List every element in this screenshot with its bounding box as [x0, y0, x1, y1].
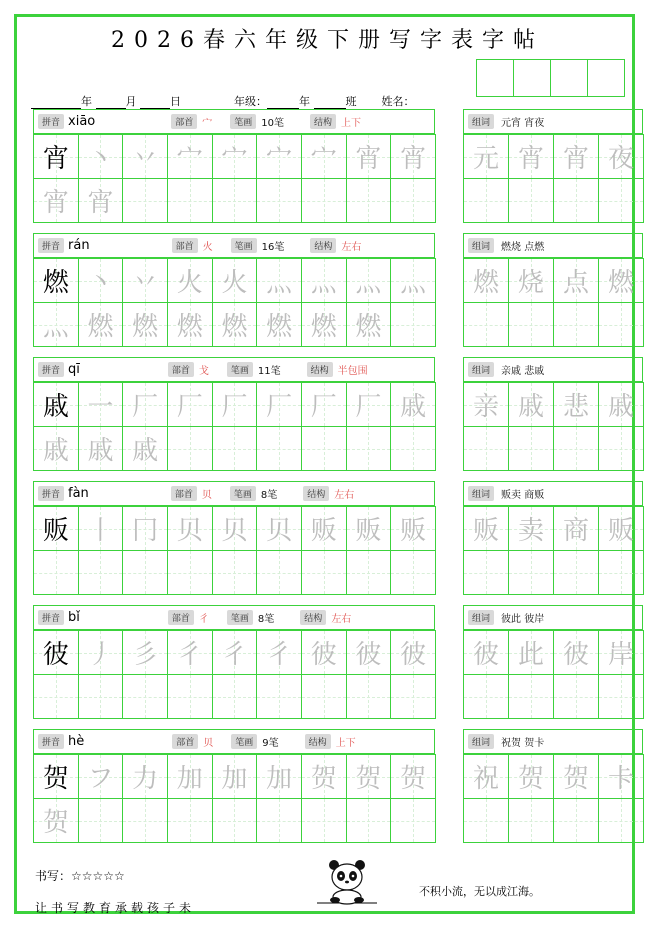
- stroke-cell[interactable]: 厂: [123, 383, 168, 427]
- practice-cell[interactable]: [257, 551, 302, 595]
- word-cell[interactable]: [554, 179, 599, 223]
- practice-cell[interactable]: [79, 675, 124, 719]
- practice-cell[interactable]: [123, 799, 168, 843]
- practice-cell[interactable]: [79, 551, 124, 595]
- name-label: 姓名：: [381, 95, 415, 108]
- stroke-cell[interactable]: 丶: [79, 259, 124, 303]
- model-character: 贩: [34, 507, 79, 551]
- word-cell[interactable]: [554, 799, 599, 843]
- practice-cell[interactable]: [79, 799, 124, 843]
- practice-cell[interactable]: 燃: [257, 303, 302, 347]
- stroke-cell[interactable]: 彳: [168, 631, 213, 675]
- practice-cell[interactable]: [34, 551, 79, 595]
- practice-grid: [33, 258, 436, 347]
- word-cell[interactable]: 点: [554, 259, 599, 303]
- stroke-cell[interactable]: 丷: [123, 135, 168, 179]
- words-head: [463, 605, 643, 630]
- day-blank[interactable]: [140, 97, 170, 109]
- word-cell[interactable]: [464, 179, 509, 223]
- practice-cell[interactable]: 戚: [34, 427, 79, 471]
- structure: 左右: [331, 614, 352, 625]
- stroke-cell[interactable]: 彡: [123, 631, 168, 675]
- radical-label: 部首: [168, 610, 194, 625]
- class-blank[interactable]: [314, 97, 346, 109]
- practice-cell[interactable]: 燃: [347, 303, 392, 347]
- word-cell[interactable]: [599, 179, 644, 223]
- practice-cell[interactable]: [34, 675, 79, 719]
- stroke-cell[interactable]: 灬: [302, 259, 347, 303]
- radical-label: 部首: [171, 114, 197, 129]
- radical-label: 部首: [172, 238, 198, 253]
- stroke-cell[interactable]: 加: [168, 755, 213, 799]
- stroke-cell[interactable]: 丿: [79, 631, 124, 675]
- practice-cell[interactable]: [302, 675, 347, 719]
- stroke-cell[interactable]: 彳: [257, 631, 302, 675]
- practice-cell[interactable]: [302, 179, 347, 223]
- grade-blank[interactable]: [267, 97, 299, 109]
- pinyin-label: 拼音: [38, 114, 64, 129]
- class-label: 班: [345, 95, 357, 108]
- word-cell[interactable]: 元: [464, 135, 509, 179]
- practice-cell[interactable]: [302, 427, 347, 471]
- words-grid: [463, 382, 644, 471]
- practice-cell[interactable]: 灬: [34, 303, 79, 347]
- word-cell[interactable]: 宵: [509, 135, 554, 179]
- words-label: 组词: [468, 734, 494, 749]
- stroke-cell[interactable]: 灬: [391, 259, 436, 303]
- strokes-label: 笔画: [227, 362, 253, 377]
- radical-label: 部首: [171, 486, 197, 501]
- rating: 书写：☆☆☆☆☆: [35, 869, 125, 883]
- practice-grid: [33, 630, 436, 719]
- structure-label: 结构: [300, 610, 326, 625]
- word-cell[interactable]: 彼: [554, 631, 599, 675]
- meta-row: [33, 233, 435, 258]
- practice-cell[interactable]: 燃: [302, 303, 347, 347]
- practice-cell[interactable]: 戚: [123, 427, 168, 471]
- word-cell[interactable]: [464, 675, 509, 719]
- word-cell[interactable]: 卡: [599, 755, 644, 799]
- word-cell[interactable]: [599, 427, 644, 471]
- stroke-cell[interactable]: 宀: [168, 135, 213, 179]
- radical: 戈: [198, 366, 209, 377]
- strokes: 11笔: [257, 366, 281, 377]
- year-blank[interactable]: [31, 97, 81, 109]
- pinyin: bǐ: [68, 610, 80, 625]
- page-title: 2026春六年级下册写字表字帖: [111, 28, 544, 53]
- words-label: 组词: [468, 486, 494, 501]
- stroke-cell[interactable]: 贺: [302, 755, 347, 799]
- practice-cell[interactable]: [213, 799, 258, 843]
- practice-grid: [33, 754, 436, 843]
- stroke-cell[interactable]: 贺: [347, 755, 392, 799]
- words-label: 组词: [468, 238, 494, 253]
- stroke-cell[interactable]: フ: [79, 755, 124, 799]
- practice-cell[interactable]: 燃: [123, 303, 168, 347]
- name-box[interactable]: [550, 59, 588, 97]
- stroke-cell[interactable]: 厂: [168, 383, 213, 427]
- stroke-cell[interactable]: 丶: [79, 135, 124, 179]
- words: 元宵 宵夜: [501, 118, 545, 129]
- month-blank[interactable]: [96, 97, 126, 109]
- practice-cell[interactable]: [257, 179, 302, 223]
- practice-cell[interactable]: [257, 799, 302, 843]
- word-cell[interactable]: 亲: [464, 383, 509, 427]
- word-cell[interactable]: 岸: [599, 631, 644, 675]
- model-character: 宵: [34, 135, 79, 179]
- strokes-label: 笔画: [231, 734, 257, 749]
- stroke-cell[interactable]: 加: [257, 755, 302, 799]
- practice-cell[interactable]: [347, 675, 392, 719]
- pinyin-label: 拼音: [38, 734, 64, 749]
- stroke-cell[interactable]: 灬: [257, 259, 302, 303]
- meta-row: [33, 481, 435, 506]
- word-cell[interactable]: 祝: [464, 755, 509, 799]
- practice-cell[interactable]: [347, 427, 392, 471]
- word-cell[interactable]: [554, 551, 599, 595]
- structure-label: 结构: [305, 734, 331, 749]
- stroke-cell[interactable]: 彼: [391, 631, 436, 675]
- radical: 宀: [202, 118, 213, 129]
- word-cell[interactable]: 悲: [554, 383, 599, 427]
- practice-cell[interactable]: [168, 179, 213, 223]
- meta-row: [33, 729, 435, 754]
- name-box[interactable]: [476, 59, 514, 97]
- practice-grid: [33, 506, 436, 595]
- radical-label: 部首: [168, 362, 194, 377]
- stroke-cell[interactable]: 贺: [391, 755, 436, 799]
- words-label: 组词: [468, 610, 494, 625]
- pinyin: qī: [68, 362, 80, 377]
- pinyin-label: 拼音: [38, 610, 64, 625]
- practice-cell[interactable]: [257, 675, 302, 719]
- words-label: 组词: [468, 362, 494, 377]
- practice-cell[interactable]: [213, 675, 258, 719]
- word-cell[interactable]: [599, 799, 644, 843]
- practice-cell[interactable]: 宵: [79, 179, 124, 223]
- practice-cell[interactable]: [257, 427, 302, 471]
- structure: 上下: [341, 118, 362, 129]
- stroke-cell[interactable]: 厂: [257, 383, 302, 427]
- stroke-cell[interactable]: 冂: [123, 507, 168, 551]
- practice-sheet: [14, 14, 635, 914]
- stroke-cell[interactable]: 贩: [391, 507, 436, 551]
- strokes: 8笔: [257, 614, 275, 625]
- stroke-cell[interactable]: 宀: [257, 135, 302, 179]
- month-label: 月: [125, 95, 137, 108]
- stroke-cell[interactable]: 力: [123, 755, 168, 799]
- structure: 半包围: [337, 366, 368, 377]
- word-cell[interactable]: [509, 799, 554, 843]
- strokes-label: 笔画: [231, 238, 257, 253]
- practice-cell[interactable]: [391, 799, 436, 843]
- practice-cell[interactable]: [213, 551, 258, 595]
- word-cell[interactable]: [599, 551, 644, 595]
- word-cell[interactable]: [554, 427, 599, 471]
- structure-label: 结构: [310, 238, 336, 253]
- pinyin-label: 拼音: [38, 486, 64, 501]
- practice-cell[interactable]: [391, 303, 436, 347]
- practice-cell[interactable]: [391, 179, 436, 223]
- stroke-cell[interactable]: 加: [213, 755, 258, 799]
- model-character: 戚: [34, 383, 79, 427]
- practice-cell[interactable]: 燃: [79, 303, 124, 347]
- strokes: 8笔: [260, 490, 278, 501]
- practice-cell[interactable]: [213, 179, 258, 223]
- strokes: 16笔: [261, 242, 285, 253]
- words-head: [463, 109, 643, 134]
- structure-label: 结构: [310, 114, 336, 129]
- practice-cell[interactable]: 燃: [213, 303, 258, 347]
- word-cell[interactable]: [509, 179, 554, 223]
- word-cell[interactable]: [554, 303, 599, 347]
- model-character: 彼: [34, 631, 79, 675]
- word-cell[interactable]: [509, 427, 554, 471]
- word-cell[interactable]: [464, 551, 509, 595]
- grade-year-label: 年: [299, 95, 310, 108]
- meta-row: [33, 357, 435, 382]
- quote: 不积小流，无以成江海。: [419, 885, 540, 898]
- word-cell[interactable]: 彼: [464, 631, 509, 675]
- practice-cell[interactable]: [168, 799, 213, 843]
- model-character: 燃: [34, 259, 79, 303]
- word-cell[interactable]: 贺: [509, 755, 554, 799]
- words-grid: [463, 630, 644, 719]
- practice-cell[interactable]: 贺: [34, 799, 79, 843]
- stroke-cell[interactable]: 丨: [79, 507, 124, 551]
- stroke-cell[interactable]: 一: [79, 383, 124, 427]
- stroke-cell[interactable]: 宵: [391, 135, 436, 179]
- word-cell[interactable]: [509, 551, 554, 595]
- practice-cell[interactable]: [168, 427, 213, 471]
- word-cell[interactable]: 商: [554, 507, 599, 551]
- strokes: 10笔: [261, 118, 285, 129]
- word-cell[interactable]: 此: [509, 631, 554, 675]
- practice-cell[interactable]: [391, 427, 436, 471]
- stroke-cell[interactable]: 厂: [302, 383, 347, 427]
- practice-cell[interactable]: [123, 551, 168, 595]
- practice-cell[interactable]: [347, 551, 392, 595]
- stroke-cell[interactable]: 厂: [347, 383, 392, 427]
- practice-cell[interactable]: 戚: [79, 427, 124, 471]
- practice-cell[interactable]: [123, 675, 168, 719]
- word-cell[interactable]: 卖: [509, 507, 554, 551]
- stroke-cell[interactable]: 戚: [391, 383, 436, 427]
- word-cell[interactable]: [464, 303, 509, 347]
- pinyin: fàn: [68, 486, 89, 501]
- word-cell[interactable]: [464, 427, 509, 471]
- practice-cell[interactable]: [302, 551, 347, 595]
- radical: 贝: [201, 490, 212, 501]
- stroke-cell[interactable]: 贩: [302, 507, 347, 551]
- words-head: [463, 481, 643, 506]
- words-grid: [463, 258, 644, 347]
- stroke-cell[interactable]: 火: [213, 259, 258, 303]
- day-label: 日: [170, 95, 181, 108]
- stroke-cell[interactable]: 贩: [347, 507, 392, 551]
- stroke-cell[interactable]: 厂: [213, 383, 258, 427]
- radical: 火: [202, 242, 213, 253]
- radical-label: 部首: [172, 734, 198, 749]
- stroke-cell[interactable]: 灬: [347, 259, 392, 303]
- year-label: 年: [81, 95, 92, 108]
- word-cell[interactable]: [554, 675, 599, 719]
- word-cell[interactable]: [509, 303, 554, 347]
- practice-cell[interactable]: [391, 551, 436, 595]
- word-cell[interactable]: 贩: [464, 507, 509, 551]
- words: 贩卖 商贩: [501, 490, 545, 501]
- words-grid: [463, 754, 644, 843]
- meta-row: [33, 605, 435, 630]
- pinyin: hè: [68, 734, 85, 749]
- pinyin: xiāo: [68, 114, 96, 129]
- radical: 贝: [203, 738, 214, 749]
- practice-cell[interactable]: [347, 179, 392, 223]
- words-head: [463, 233, 643, 258]
- stroke-cell[interactable]: 彼: [347, 631, 392, 675]
- stroke-cell[interactable]: 火: [168, 259, 213, 303]
- practice-cell[interactable]: [123, 179, 168, 223]
- meta-row: [33, 109, 435, 134]
- practice-cell[interactable]: [213, 427, 258, 471]
- structure-label: 结构: [303, 486, 329, 501]
- stroke-cell[interactable]: 宀: [302, 135, 347, 179]
- structure: 上下: [335, 738, 356, 749]
- words-head: [463, 357, 643, 382]
- strokes-label: 笔画: [230, 486, 256, 501]
- pinyin: rán: [68, 238, 90, 253]
- strokes: 9笔: [262, 738, 279, 749]
- word-cell[interactable]: 夜: [599, 135, 644, 179]
- practice-cell[interactable]: 燃: [168, 303, 213, 347]
- practice-grid: [33, 134, 436, 223]
- word-cell[interactable]: [464, 799, 509, 843]
- strokes-label: 笔画: [227, 610, 253, 625]
- words: 亲戚 悲戚: [501, 366, 545, 377]
- stroke-cell[interactable]: 贝: [213, 507, 258, 551]
- practice-grid: [33, 382, 436, 471]
- panda-icon: [317, 857, 377, 905]
- words-label: 组词: [468, 114, 494, 129]
- stroke-cell[interactable]: 彳: [213, 631, 258, 675]
- practice-cell[interactable]: [391, 675, 436, 719]
- model-character: 贺: [34, 755, 79, 799]
- word-cell[interactable]: [599, 675, 644, 719]
- stroke-cell[interactable]: 贝: [168, 507, 213, 551]
- words: 祝贺 贺卡: [501, 738, 545, 749]
- structure: 左右: [334, 490, 355, 501]
- word-cell[interactable]: 戚: [509, 383, 554, 427]
- word-cell[interactable]: 戚: [599, 383, 644, 427]
- practice-cell[interactable]: [302, 799, 347, 843]
- practice-cell[interactable]: [168, 675, 213, 719]
- words: 彼此 彼岸: [501, 614, 545, 625]
- pinyin-label: 拼音: [38, 238, 64, 253]
- word-cell[interactable]: [599, 303, 644, 347]
- pinyin-label: 拼音: [38, 362, 64, 377]
- word-cell[interactable]: [509, 675, 554, 719]
- strokes-label: 笔画: [230, 114, 256, 129]
- name-boxes: [477, 59, 625, 97]
- structure: 左右: [341, 242, 362, 253]
- name-box[interactable]: [513, 59, 551, 97]
- words-head: [463, 729, 643, 754]
- word-cell[interactable]: 烧: [509, 259, 554, 303]
- word-cell[interactable]: 宵: [554, 135, 599, 179]
- word-cell[interactable]: 燃: [599, 259, 644, 303]
- slogan: 让书写教育承载孩子未: [35, 901, 196, 915]
- name-box[interactable]: [587, 59, 625, 97]
- stroke-cell[interactable]: 丷: [123, 259, 168, 303]
- practice-cell[interactable]: [347, 799, 392, 843]
- stroke-cell[interactable]: 宵: [347, 135, 392, 179]
- radical: 彳: [198, 614, 209, 625]
- practice-cell[interactable]: [168, 551, 213, 595]
- grade-label: 年级：: [234, 95, 267, 108]
- practice-cell[interactable]: 宵: [34, 179, 79, 223]
- words-grid: [463, 506, 644, 595]
- structure-label: 结构: [307, 362, 333, 377]
- word-cell[interactable]: 贺: [554, 755, 599, 799]
- words-grid: [463, 134, 644, 223]
- stroke-cell[interactable]: 贝: [257, 507, 302, 551]
- word-cell[interactable]: 燃: [464, 259, 509, 303]
- word-cell[interactable]: 贩: [599, 507, 644, 551]
- stroke-cell[interactable]: 宀: [213, 135, 258, 179]
- words: 燃烧 点燃: [501, 242, 545, 253]
- stroke-cell[interactable]: 彼: [302, 631, 347, 675]
